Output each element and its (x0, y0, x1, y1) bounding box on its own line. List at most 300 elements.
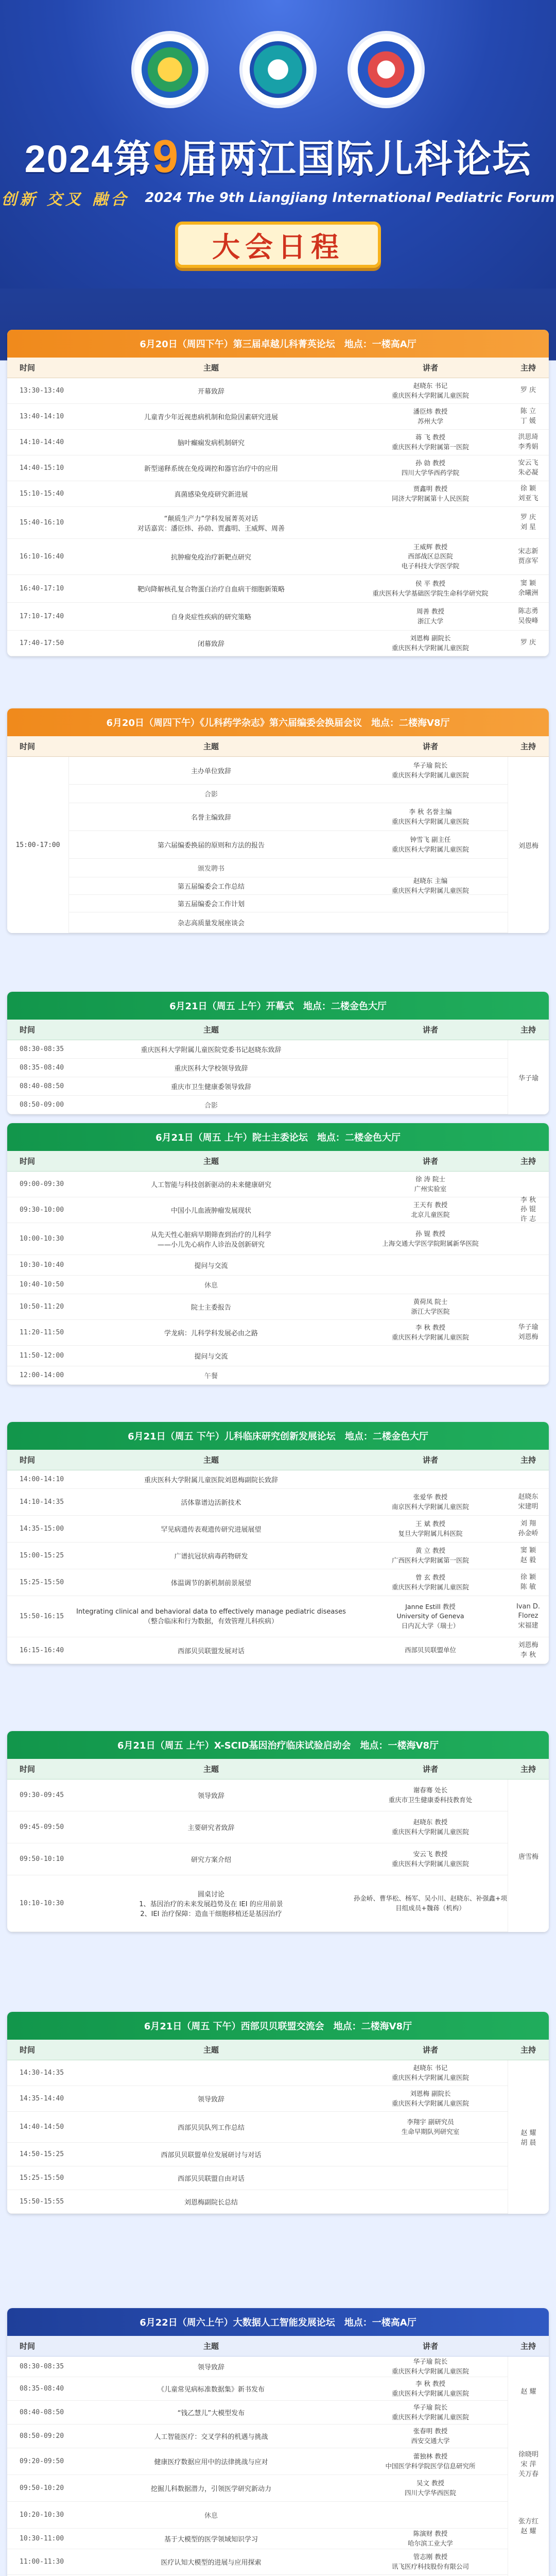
agenda-row (7, 2549, 549, 2575)
row-time: 08:50-09:00 (20, 1101, 64, 1109)
row-speaker: 刘恩梅 副院长 重庆医科大学附属儿童医院 (391, 634, 469, 652)
row-speaker: 贾鑫明 教授 同济大学附属第十人民医院 (391, 485, 469, 502)
row-time: 14:40-15:10 (20, 464, 64, 472)
row-time: 15:40-16:10 (20, 519, 64, 527)
row-speaker: 张春明 教授 西安交通大学 (411, 2427, 450, 2445)
row-topic: 院士主委报告 (190, 1304, 231, 1312)
row-topic: “钱乙慧儿”大模型发布 (177, 2410, 245, 2417)
agenda-row (7, 603, 549, 631)
row-host: 窦 颖 余曦洲 (518, 580, 538, 597)
agenda-row (7, 404, 549, 430)
row-speaker: 刘恩梅 副院长 重庆医科大学附属儿童医院 (391, 2090, 469, 2107)
agenda-row (7, 507, 549, 539)
column-header (7, 736, 549, 757)
break-row (7, 1096, 549, 1114)
break-row (7, 785, 549, 803)
agenda-row (7, 2475, 549, 2502)
row-host: 安云飞 朱必凝 (518, 459, 538, 477)
row-topic: 主办单位致辞 (190, 768, 231, 775)
row-speaker: 李 秋 名誉主编 重庆医科大学附属儿童医院 (391, 808, 469, 825)
agenda-row (7, 1172, 549, 1197)
forum-title: 2024第9届两江国际儿科论坛 (24, 131, 532, 182)
agenda-section (7, 1123, 549, 1385)
rows-container (7, 1780, 549, 1932)
row-host: 罗 庆 (520, 639, 536, 647)
section-title: 6月21日（周五 下午）儿科临床研究创新发展论坛 地点：二楼金色大厅 (7, 1422, 549, 1450)
agenda-row (7, 1197, 549, 1223)
row-speaker: 华子瑜 院长 重庆医科大学附属儿童医院 (391, 2403, 469, 2421)
agenda-row (7, 539, 549, 575)
row-topic: 第五届编委会工作总结 (177, 883, 245, 891)
row-time: 09:45-09:50 (20, 1823, 64, 1831)
agenda-section (7, 330, 549, 656)
column-header (7, 1759, 549, 1780)
column-topic: 主题 (203, 1455, 219, 1465)
row-time: 08:30-08:35 (20, 1045, 64, 1053)
column-time: 时间 (20, 1765, 36, 1774)
row-topic: 名誉主编致辞 (190, 814, 231, 822)
row-topic: 杂志高质量发展座谈会 (177, 920, 245, 927)
row-time: 08:35-08:40 (20, 1064, 64, 1072)
section-title: 6月21日（周五 下午）西部贝贝联盟交流会 地点：二楼海V8厅 (7, 2012, 549, 2040)
row-time: 13:30-13:40 (20, 387, 64, 395)
agenda-row (7, 455, 549, 481)
row-speaker: 管志刚 教授 讯飞医疗科技股份有限公司 (391, 2553, 469, 2570)
forum-slogan: 创新 交叉 融合 (1, 191, 130, 209)
row-host: 徐 颖 刘亚飞 (518, 485, 538, 502)
row-topic: 医疗认知大模型的进展与应用探索 (161, 2559, 262, 2567)
column-time: 时间 (20, 742, 36, 751)
agenda-row (7, 1223, 549, 1255)
row-topic: 新型递释系统在免疫调控和器官治疗中的应用 (144, 465, 278, 473)
row-topic: 提问与交流 (194, 1353, 228, 1361)
row-topic: 合影 (204, 1102, 218, 1110)
row-time: 16:40-17:10 (20, 585, 64, 592)
column-topic: 主题 (203, 363, 219, 372)
column-topic: 主题 (203, 1025, 219, 1035)
section-title: 6月21日（周五 上午）X-SCID基因治疗临床试验启动会 地点：一楼海V8厅 (7, 1731, 549, 1759)
row-speaker: 张爱华 教授 南京医科大学附属儿童医院 (391, 1493, 469, 1511)
row-time: 14:50-15:25 (20, 2150, 64, 2158)
row-speaker: 徐 涛 院士 广州实验室 (414, 1175, 447, 1193)
column-time: 时间 (20, 1157, 36, 1166)
rows-container (7, 2357, 549, 2576)
row-time: 15:10-15:40 (20, 490, 64, 498)
row-topic: 真菌感染免疫研究新进展 (174, 491, 248, 499)
agenda-row (7, 1811, 549, 1843)
row-speaker: 潘臣炜 教授 苏州大学 (413, 408, 448, 425)
row-host: 赵晓东 宋建明 (518, 1493, 538, 1511)
row-topic: 西部贝贝联盟自由对话 (177, 2175, 245, 2183)
row-time: 17:10-17:40 (20, 613, 64, 620)
row-topic: 西部贝贝联盟发展对话 (177, 1648, 245, 1655)
row-topic: 中国小儿血液肿瘤发展现状 (170, 1207, 251, 1215)
row-time: 10:50-11:20 (20, 1303, 64, 1311)
agenda-row (7, 803, 549, 831)
row-speaker: 王 斌 教授 复旦大学附属儿科医院 (398, 1520, 463, 1537)
hero-banner (0, 0, 556, 289)
row-topic: 重庆医科大学校领导致辞 (174, 1065, 248, 1073)
session-host: 赵 耀 胡 晨 (508, 2060, 549, 2214)
forum-subtitle-en: 2024 The 9th Liangjiang International Pediatric Forum (145, 190, 555, 206)
row-topic: 第六届编委换届的原则和方法的报告 (157, 842, 265, 850)
row-time: 10:10-10:30 (20, 1900, 64, 1907)
row-time: 10:00-10:30 (20, 1235, 64, 1243)
row-host: 陈 立 丁 媛 (520, 408, 536, 425)
row-topic: 主要研究者致辞 (187, 1824, 235, 1832)
row-speaker: Janne Estill 教授 University of Geneva 日内瓦大学（瑞士） (396, 1603, 464, 1630)
agenda-row (7, 1470, 549, 1489)
column-time: 时间 (20, 2342, 36, 2351)
row-speaker: 蕾独林 教授 中国医学科学院医学信息研究所 (385, 2452, 476, 2470)
row-time: 15:25-15:50 (20, 2174, 64, 2182)
agenda-row (7, 912, 549, 933)
row-time: 08:40-08:50 (20, 2409, 64, 2416)
column-speaker: 讲者 (422, 1455, 438, 1465)
agenda-row (7, 1346, 549, 1366)
row-topic: 西部贝贝队列工作总结 (177, 2124, 245, 2132)
break-row (7, 1366, 549, 1385)
row-speaker: 陈演财 教授 哈尔滨工业大学 (408, 2530, 453, 2547)
agenda-section (7, 1731, 549, 1932)
row-speaker: 李 秋 教授 重庆医科大学附属儿童医院 (391, 2380, 469, 2397)
agenda-row (7, 2086, 549, 2112)
logo-row (0, 31, 556, 108)
forum-logo (239, 31, 317, 108)
row-time: 15:25-15:50 (20, 1579, 64, 1586)
column-host: 主持 (520, 1025, 536, 1035)
row-topic: 领导致辞 (197, 2096, 224, 2104)
column-time: 时间 (20, 1025, 36, 1035)
row-topic: 抗肿瘤免疫治疗新靶点研究 (170, 554, 251, 562)
agenda-row (7, 1843, 549, 1875)
column-speaker: 讲者 (422, 363, 438, 372)
agenda-row (7, 2448, 549, 2475)
column-topic: 主题 (203, 1765, 219, 1774)
agenda-row (7, 1516, 549, 1543)
column-host: 主持 (520, 742, 536, 751)
row-speaker: 李 秋 教授 重庆医科大学附属儿童医院 (391, 1324, 469, 1341)
row-topic: 重庆医科大学附属儿童医院刘恩梅副院长致辞 (144, 1477, 278, 1484)
row-topic: 重庆医科大学附属儿童医院党委书记赵晓东致辞 (141, 1046, 282, 1054)
column-time: 时间 (20, 2045, 36, 2055)
row-time: 14:35-15:00 (20, 1525, 64, 1533)
agenda-row (7, 1543, 549, 1569)
row-time: 10:30-10:40 (20, 1261, 64, 1269)
agenda-row (7, 877, 549, 895)
row-topic: Integrating clinical and behavioral data to effectively manage pediatric diseases （整合临床和行为数据，有效管理儿科疾病） (76, 1607, 346, 1625)
row-time: 15:50-15:55 (20, 2198, 64, 2206)
row-topic: “颠质生产力”学科发展菁英对话 对话嘉宾：潘臣炜、孙勍、贾鑫明、王威辉、周善 (137, 515, 285, 533)
row-speaker: 谢春骞 处长 重庆市卫生健康委科技教育处 (388, 1786, 473, 1804)
row-time: 14:35-14:40 (20, 2095, 64, 2103)
row-time: 11:50-12:00 (20, 1352, 64, 1360)
row-topic: 合影 (204, 791, 218, 799)
agenda-section (7, 1422, 549, 1664)
section-title: 6月20日（周四下午）第三届卓越儿科菁英论坛 地点：一楼高A厅 (7, 330, 549, 358)
row-topic: 学龙病：儿科学科发展必由之路 (164, 1330, 258, 1337)
row-topic: 开幕致辞 (197, 388, 224, 396)
agenda-row (7, 1569, 549, 1596)
row-time: 09:30-09:45 (20, 1791, 64, 1799)
row-host: 罗 庆 (520, 386, 536, 395)
row-time: 08:40-08:50 (20, 1082, 64, 1090)
row-speaker: 周善 教授 浙江大学 (416, 607, 444, 625)
agenda-row (7, 1040, 549, 1059)
row-time: 11:00-11:30 (20, 2558, 64, 2566)
agenda-row (7, 1780, 549, 1811)
agenda-row (7, 2112, 549, 2143)
column-speaker: 讲者 (422, 2342, 438, 2351)
column-header (7, 1450, 549, 1470)
agenda-row (7, 631, 549, 656)
row-speaker: 王天有 教授 北京儿童医院 (411, 1201, 450, 1218)
agenda-row (7, 2190, 549, 2214)
row-time: 09:00-09:30 (20, 1180, 64, 1188)
row-time: 17:40-17:50 (20, 639, 64, 647)
row-speaker: 华子瑜 院长 重庆医科大学附属儿童医院 (391, 2358, 469, 2375)
agenda-section (7, 992, 549, 1114)
row-topic: 从先天性心脏病早期筛查到治疗的儿科学 ——小儿先心病作人诊治及创新研究 (150, 1231, 271, 1249)
row-speaker: 西部贝贝联盟单位 (404, 1646, 456, 1654)
agenda-row (7, 757, 549, 785)
row-topic: 活体靠谱边活新技术 (181, 1499, 241, 1507)
row-speaker: 安云飞 教授 重庆医科大学附属儿童医院 (391, 1850, 469, 1868)
row-speaker: 黄荷凤 院士 浙江大学医院 (411, 1298, 450, 1315)
row-time: 08:35-08:40 (20, 2385, 64, 2393)
column-header (7, 2336, 549, 2357)
agenda-row (7, 2425, 549, 2448)
row-speaker: 钟雪飞 副主任 重庆医科大学附属儿童医院 (391, 836, 469, 853)
column-time: 时间 (20, 363, 36, 372)
row-host: 徐 颖 陈 敏 (520, 1573, 536, 1591)
row-time: 11:20-11:50 (20, 1329, 64, 1336)
agenda-row (7, 481, 549, 507)
row-topic: 靶向降解核孔复合物蛋白治疗自血病干细胞新策略 (137, 586, 285, 594)
session-host: 徐晓明 宋 萍 关万春 (508, 2425, 549, 2502)
break-row (7, 2502, 549, 2529)
row-host: 陈志勇 吴俊峰 (518, 607, 538, 625)
row-speaker: 孙 锟 教授 上海交通大学医学院附属新华医院 (382, 1230, 479, 1247)
row-time: 14:40-14:50 (20, 2123, 64, 2131)
column-host: 主持 (520, 1455, 536, 1465)
row-host: 罗 庆 刘 星 (520, 514, 536, 531)
row-time: 14:00-14:10 (20, 1476, 64, 1483)
agenda-section (7, 2308, 549, 2576)
row-time: 14:30-14:35 (20, 2069, 64, 2077)
session-time: 15:00-17:00 (7, 757, 69, 933)
column-speaker: 讲者 (422, 2045, 438, 2055)
session-host: 张方红 赵 耀 (508, 2502, 549, 2549)
row-speaker: 赵晓东 书记 重庆医科大学附属儿童医院 (391, 2064, 469, 2081)
row-topic: 挖掘儿科数据潜力，引领医学研究新动力 (150, 2485, 271, 2493)
break-row (7, 1276, 549, 1294)
row-speaker: 赵晓东 主编 重庆医科大学附属儿童医院 (391, 877, 469, 894)
row-topic: 午餐 (204, 1372, 218, 1380)
agenda-row (7, 1059, 549, 1077)
column-speaker: 讲者 (422, 742, 438, 751)
row-topic: 健康医疗数据应用中的法律挑战与应对 (154, 2459, 268, 2466)
row-topic: 领导致辞 (197, 1792, 224, 1800)
row-topic: 重庆市卫生健康委领导致辞 (170, 1083, 251, 1091)
row-topic: 颁发聘书 (197, 865, 224, 873)
agenda-row (7, 2166, 549, 2190)
row-time: 10:20-10:30 (20, 2511, 64, 2519)
row-host: 刘恩梅 李 秋 (518, 1641, 538, 1659)
hospital-logo (131, 31, 208, 108)
rows-container (7, 378, 549, 656)
row-speaker: 赵晓东 书记 重庆医科大学附属儿童医院 (391, 382, 469, 399)
row-time: 08:50-09:20 (20, 2432, 64, 2440)
column-header (7, 1020, 549, 1040)
column-header (7, 1151, 549, 1172)
row-topic: 自身炎症性疾病的研究策略 (170, 614, 251, 621)
agenda-row (7, 1489, 549, 1516)
row-time: 10:40-10:50 (20, 1281, 64, 1289)
agenda-section (7, 2012, 549, 2214)
agenda-section (7, 708, 549, 933)
agenda-row (7, 2357, 549, 2377)
agenda-row (7, 831, 549, 859)
row-topic: 闭幕致辞 (197, 640, 224, 648)
society-logo (348, 31, 425, 108)
agenda-row (7, 1294, 549, 1320)
row-speaker: 黄 立 教授 广西医科大学附属第一医院 (391, 1547, 469, 1564)
row-speaker: 孙金峤、曹华松、杨军、吴小川、赵晓东、补强鑫+项目组成员+魏蒋（机构） (354, 1894, 507, 1912)
row-time: 12:00-14:00 (20, 1371, 64, 1379)
row-time: 15:00-15:25 (20, 1552, 64, 1560)
row-time: 08:30-08:35 (20, 2363, 64, 2370)
row-time: 10:30-11:00 (20, 2535, 64, 2543)
row-host: Ivan D. Florez 宋福建 (516, 1603, 540, 1630)
row-topic: 儿童青少年近视患病机制和危险因素研究进展 (144, 414, 278, 421)
column-topic: 主题 (203, 742, 219, 751)
column-host: 主持 (520, 1765, 536, 1774)
row-topic: 《儿童常见病标准数据集》新书发布 (157, 2386, 265, 2394)
break-row (7, 859, 549, 877)
column-topic: 主题 (203, 1157, 219, 1166)
agenda-row (7, 2060, 549, 2086)
row-time: 14:10-14:40 (20, 438, 64, 446)
row-speaker: 华子瑜 院长 重庆医科大学附属儿童医院 (391, 761, 469, 779)
session-host: 刘恩梅 (508, 757, 549, 933)
row-topic: 罕见病遗传表观遗传研究进展展望 (161, 1526, 262, 1534)
row-host: 李 秋 孙 锟 许 志 (520, 1196, 536, 1223)
column-topic: 主题 (203, 2342, 219, 2351)
session-host: 赵 耀 (508, 2357, 549, 2425)
agenda-row (7, 2401, 549, 2425)
row-topic: 西部贝贝联盟单位发展研讨与对话 (161, 2151, 262, 2159)
agenda-row (7, 378, 549, 404)
row-topic: 研究方案介绍 (190, 1856, 231, 1864)
agenda-row (7, 1077, 549, 1096)
section-title: 6月21日（周五 上午）院士主委论坛 地点：二楼金色大厅 (7, 1123, 549, 1151)
row-topic: 人工智能医疗：交叉学科的机遇与挑战 (154, 2433, 268, 2441)
rows-container (7, 2060, 549, 2214)
row-speaker: 李翔宇 副研究员 生命早期队列研究室 (401, 2118, 460, 2136)
agenda-row (7, 430, 549, 455)
row-time: 09:50-10:10 (20, 1855, 64, 1863)
column-speaker: 讲者 (422, 1025, 438, 1035)
session-host: 唐雪梅 (508, 1780, 549, 1932)
column-host: 主持 (520, 2342, 536, 2351)
agenda-row (7, 2377, 549, 2401)
agenda-row (7, 2529, 549, 2549)
row-topic: 刘恩梅副院长总结 (184, 2199, 238, 2207)
title-block (0, 129, 556, 209)
agenda-row (7, 1596, 549, 1637)
row-topic: 休息 (204, 1282, 218, 1290)
row-host: 窦 颖 赵 毅 (520, 1547, 536, 1564)
column-speaker: 讲者 (422, 1765, 438, 1774)
row-host: 宋志新 贾彦军 (518, 548, 538, 565)
column-host: 主持 (520, 1157, 536, 1166)
column-topic: 主题 (203, 2045, 219, 2055)
column-host: 主持 (520, 2045, 536, 2055)
agenda-row (7, 1320, 549, 1346)
row-topic: 第五届编委会工作计划 (177, 901, 245, 908)
agenda-row (7, 1255, 549, 1276)
section-title: 6月22日（周六上午）大数据人工智能发展论坛 地点：一楼高A厅 (7, 2308, 549, 2336)
row-time: 16:15-16:40 (20, 1647, 64, 1654)
agenda-row (7, 575, 549, 603)
row-speaker: 孙 勍 教授 四川大学华西药学院 (401, 459, 460, 477)
row-topic: 人工智能与科技创新驱动的未来健康研究 (150, 1181, 271, 1189)
row-host: 洪思琦 李秀娟 (518, 433, 538, 451)
row-topic: 圆桌讨论 1、基因治疗的未来发展趋势及在 IEI 的应用前景 2、IEI 治疗保障：造血干细胞移植还是基因治疗 (139, 1891, 283, 1918)
row-topic: 领导致辞 (197, 2364, 224, 2371)
rows-container (7, 1172, 549, 1385)
agenda-badge: 大会日程 (175, 222, 381, 268)
row-topic: 基于大模型的医学领域知识学习 (164, 2536, 258, 2544)
row-time: 16:10-16:40 (20, 553, 64, 561)
row-speaker: 侯 平 教授 重庆医科大学基础医学院生命科学研究院 (372, 580, 489, 597)
row-topic: 体温调节的新机制前景展望 (170, 1580, 251, 1587)
column-header (7, 358, 549, 378)
row-speaker: 曾 玄 教授 重庆医科大学附属儿童医院 (391, 1573, 469, 1591)
row-host: 刘 翔 孙金峤 (518, 1520, 538, 1537)
row-time: 09:50-10:20 (20, 2484, 64, 2492)
session-host (508, 2549, 549, 2576)
row-speaker: 王威辉 教授 西部战区总医院 电子科技大学医学院 (401, 543, 460, 570)
column-speaker: 讲者 (422, 1157, 438, 1166)
agenda-row (7, 2143, 549, 2166)
row-topic: 脑叶癫痫发病机制研究 (177, 439, 245, 447)
rows-container (7, 757, 549, 933)
row-time: 14:10-14:35 (20, 1498, 64, 1506)
row-speaker: 赵晓东 教授 重庆医科大学附属儿童医院 (391, 1818, 469, 1836)
row-speaker: 吴文 教授 四川大学华西医院 (404, 2479, 456, 2497)
section-title: 6月21日（周五 上午）开幕式 地点：二楼金色大厅 (7, 992, 549, 1020)
column-time: 时间 (20, 1455, 36, 1465)
column-header (7, 2040, 549, 2060)
row-time: 15:50-16:15 (20, 1613, 64, 1620)
column-host: 主持 (520, 363, 536, 372)
rows-container (7, 1040, 549, 1114)
session-host: 华子瑜 (508, 1040, 549, 1114)
row-topic: 休息 (204, 2512, 218, 2520)
row-speaker: 蒋 飞 教授 重庆医科大学附属第一医院 (391, 433, 469, 451)
row-time: 09:30-10:00 (20, 1206, 64, 1214)
rows-container (7, 1470, 549, 1664)
agenda-row (7, 1637, 549, 1664)
row-host: 华子瑜 刘恩梅 (518, 1324, 538, 1341)
agenda-row (7, 895, 549, 912)
row-time: 09:20-09:50 (20, 2458, 64, 2465)
row-topic: 提问与交流 (194, 1262, 228, 1270)
row-topic: 广谱抗冠状病毒药物研发 (174, 1553, 248, 1561)
agenda-row (7, 1875, 549, 1932)
